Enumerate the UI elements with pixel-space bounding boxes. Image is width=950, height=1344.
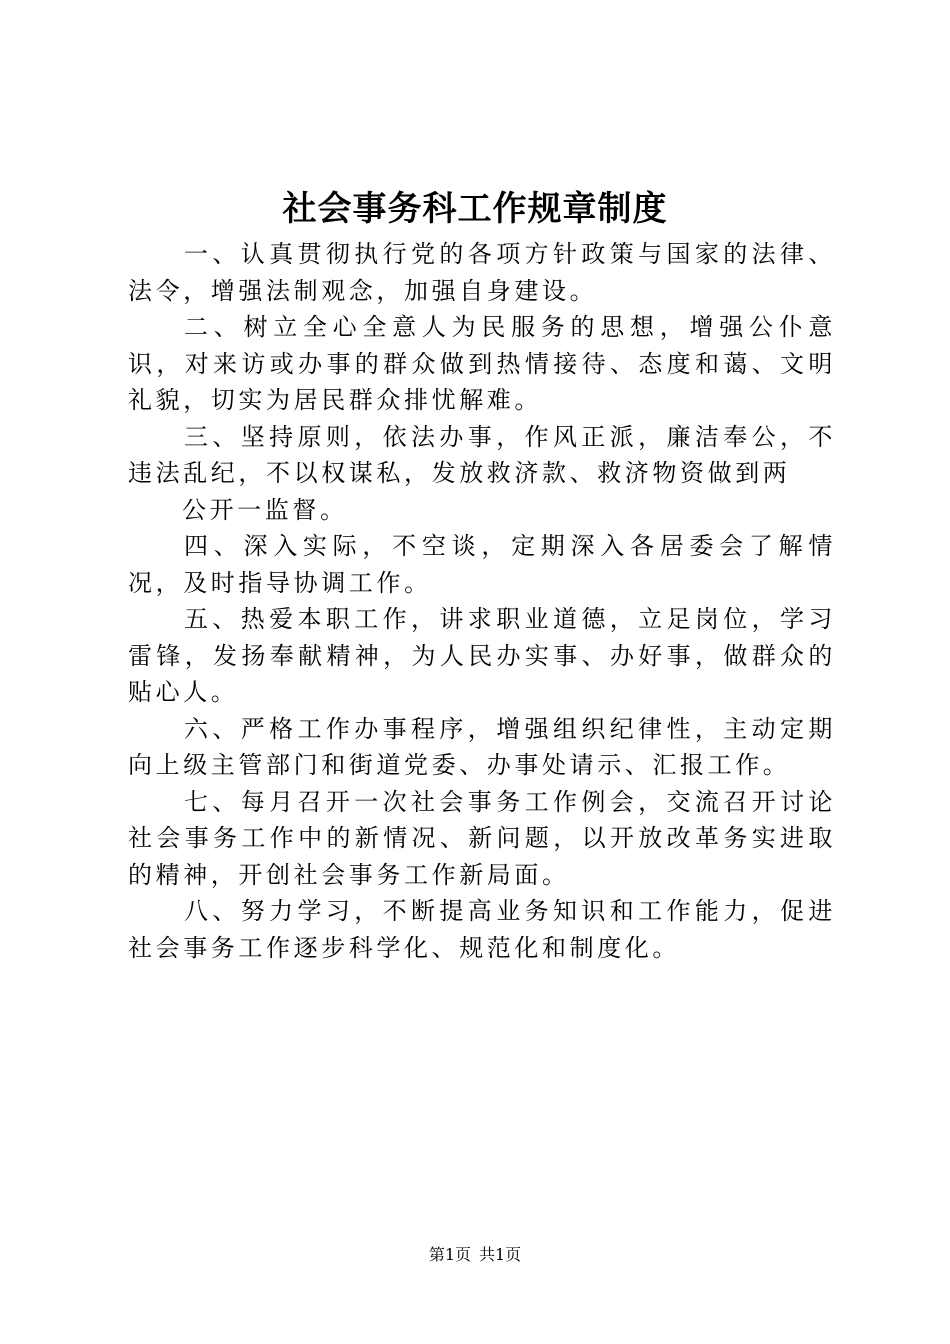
paragraph-3-continuation: 公开一监督。 [182,495,348,524]
document-title: 社会事务科工作规章制度 [282,189,668,229]
paragraph-5: 五、热爱本职工作，讲求职业道德，立足岗位，学习雷锋，发扬奉献精神，为人民办实事、办好事，做群众的贴心人。 [128,605,836,706]
paragraph-6: 六、严格工作办事程序，增强组织纪律性，主动定期向上级主管部门和街道党委、办事处请示、汇报工作。 [128,714,836,779]
paragraph-7: 七、每月召开一次社会事务工作例会，交流召开讨论社会事务工作中的新情况、新问题，以开放改革务实进取的精神，开创社会事务工作新局面。 [128,787,836,889]
document-body [128,236,836,966]
paragraph-1: 一、认真贯彻执行党的各项方针政策与国家的法律、法令，增强法制观念，加强自身建设。 [128,240,836,305]
paragraph-8: 八、努力学习，不断提高业务知识和工作能力，促进社会事务工作逐步科学化、规范化和制度化。 [128,897,836,962]
paragraph-3: 三、坚持原则，依法办事，作风正派，廉洁奉公，不违法乱纪，不以权谋私，发放救济款、救济物资做到两 [128,422,836,487]
paragraph-4: 四、深入实际，不空谈，定期深入各居委会了解情况，及时指导协调工作。 [128,532,836,597]
page-footer [0,1243,950,1267]
page-number: 第1页 [428,1245,471,1264]
paragraph-2: 二、树立全心全意人为民服务的思想，增强公仆意识，对来访或办事的群众做到热情接待、态度和蔼、文明礼貌，切实为居民群众排忧解难。 [128,313,836,414]
page-total: 共1页 [479,1245,522,1264]
